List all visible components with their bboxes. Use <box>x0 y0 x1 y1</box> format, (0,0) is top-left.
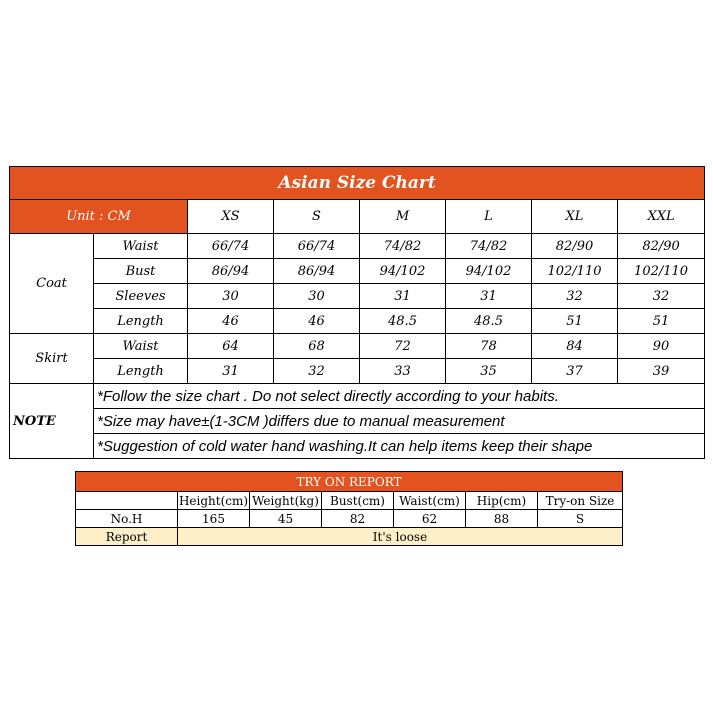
measure-label: Length <box>94 309 188 334</box>
try-on-header <box>76 492 178 510</box>
measure-value: 82/90 <box>532 234 618 259</box>
table-row <box>10 259 705 284</box>
note-text: *Suggestion of cold water hand washing.It can help items keep their shape <box>94 434 705 459</box>
measure-value: 66/74 <box>274 234 360 259</box>
measure-value: 64 <box>188 334 274 359</box>
measure-value: 32 <box>532 284 618 309</box>
measure-value: 46 <box>188 309 274 334</box>
table-row <box>10 234 705 259</box>
group-label: Skirt <box>10 334 94 384</box>
table-row <box>10 359 705 384</box>
measure-value: 86/94 <box>188 259 274 284</box>
measure-value: 68 <box>274 334 360 359</box>
measure-value: 35 <box>446 359 532 384</box>
measure-label: Length <box>94 359 188 384</box>
measure-value: 74/82 <box>446 234 532 259</box>
try-on-header: Weight(kg) <box>250 492 322 510</box>
report-text: It's loose <box>178 528 623 546</box>
try-on-value: No.H <box>76 510 178 528</box>
try-on-header: Bust(cm) <box>322 492 394 510</box>
measure-value: 37 <box>532 359 618 384</box>
measure-value: 84 <box>532 334 618 359</box>
try-on-value: S <box>538 510 623 528</box>
measure-value: 102/110 <box>532 259 618 284</box>
try-on-value: 45 <box>250 510 322 528</box>
measure-value: 39 <box>618 359 705 384</box>
measure-value: 74/82 <box>360 234 446 259</box>
measure-label: Waist <box>94 234 188 259</box>
measure-value: 48.5 <box>446 309 532 334</box>
measure-value: 32 <box>618 284 705 309</box>
measure-value: 72 <box>360 334 446 359</box>
group-label: Coat <box>10 234 94 334</box>
measure-value: 90 <box>618 334 705 359</box>
table-row <box>10 309 705 334</box>
measure-value: 51 <box>532 309 618 334</box>
measure-value: 30 <box>188 284 274 309</box>
measure-value: 51 <box>618 309 705 334</box>
try-on-header: Waist(cm) <box>394 492 466 510</box>
try-on-title: TRY ON REPORT <box>76 472 623 492</box>
size-header: L <box>446 200 532 234</box>
measure-value: 102/110 <box>618 259 705 284</box>
note-label: NOTE <box>10 384 94 459</box>
measure-value: 66/74 <box>188 234 274 259</box>
measure-value: 46 <box>274 309 360 334</box>
measure-value: 94/102 <box>360 259 446 284</box>
try-on-header: Height(cm) <box>178 493 249 508</box>
measure-value: 31 <box>360 284 446 309</box>
report-label: Report <box>76 528 178 546</box>
measure-value: 48.5 <box>360 309 446 334</box>
measure-label: Bust <box>94 259 188 284</box>
try-on-value: 165 <box>178 510 250 528</box>
try-on-value: 82 <box>322 510 394 528</box>
measure-value: 86/94 <box>274 259 360 284</box>
try-on-header: Try-on Size <box>538 492 623 510</box>
measure-value: 32 <box>274 359 360 384</box>
measure-value: 31 <box>446 284 532 309</box>
measure-value: 82/90 <box>618 234 705 259</box>
try-on-value: 62 <box>394 510 466 528</box>
unit-label: Unit : CM <box>10 200 188 234</box>
size-header: XL <box>532 200 618 234</box>
try-on-header: Hip(cm) <box>466 492 538 510</box>
table-row <box>10 284 705 309</box>
measure-value: 33 <box>360 359 446 384</box>
chart-title: Asian Size Chart <box>10 167 705 200</box>
try-on-report-table <box>75 471 623 546</box>
size-header: S <box>274 200 360 234</box>
table-row <box>10 334 705 359</box>
size-header: XXL <box>618 200 705 234</box>
note-text: *Follow the size chart . Do not select directly according to your habits. <box>94 384 705 409</box>
size-header: M <box>360 200 446 234</box>
measure-label: Sleeves <box>94 284 188 309</box>
measure-value: 94/102 <box>446 259 532 284</box>
try-on-value: 88 <box>466 510 538 528</box>
size-header: XS <box>188 200 274 234</box>
size-chart-table <box>9 166 705 459</box>
measure-value: 30 <box>274 284 360 309</box>
measure-value: 78 <box>446 334 532 359</box>
measure-label: Waist <box>94 334 188 359</box>
measure-value: 31 <box>188 359 274 384</box>
note-text: *Size may have±(1-3CM )differs due to manual measurement <box>94 409 705 434</box>
